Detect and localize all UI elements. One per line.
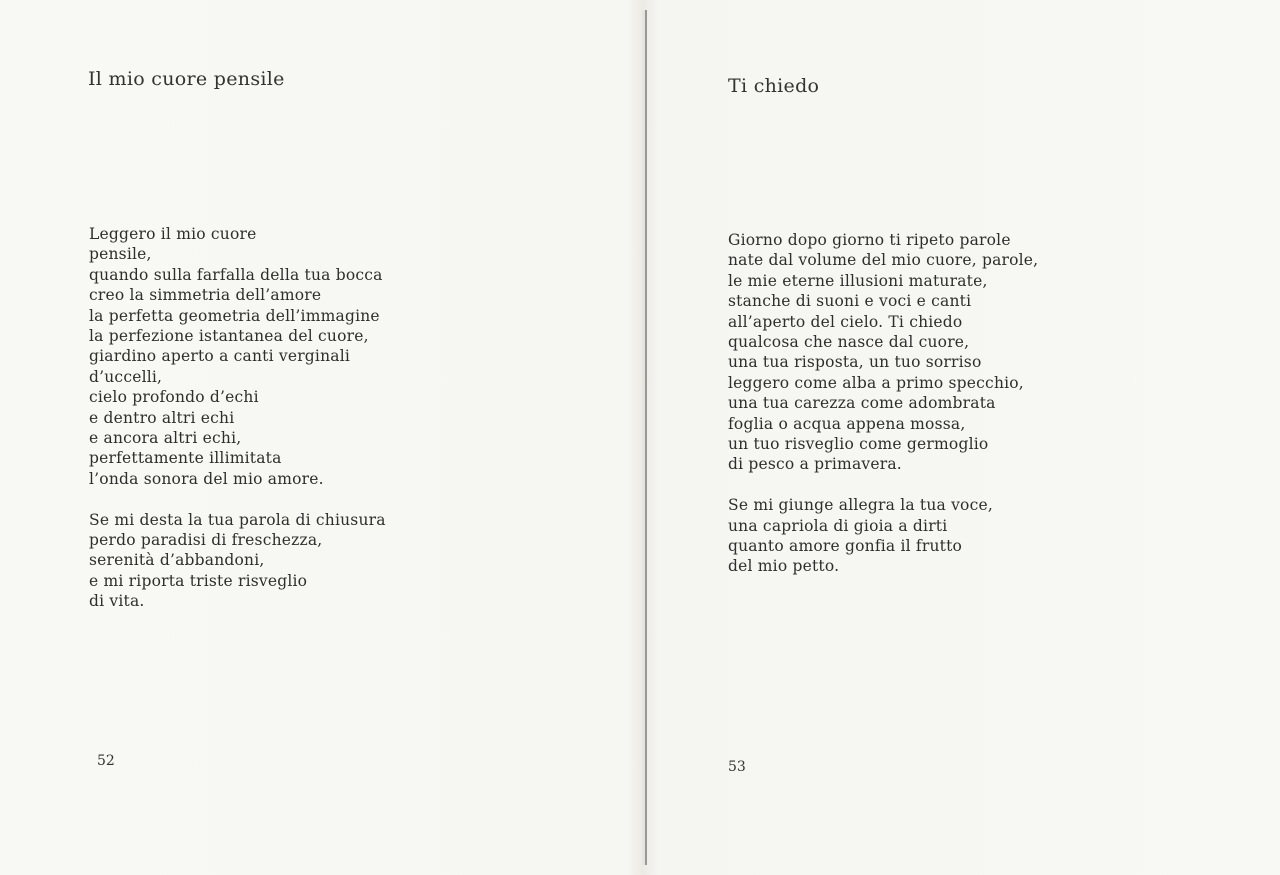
poem-line: Se mi giunge allegra la tua voce, xyxy=(728,496,993,515)
poem-line: quanto amore gonfia il frutto xyxy=(728,537,963,556)
poem-line: Se mi desta la tua parola di chiusura xyxy=(89,510,386,529)
page-number: 53 xyxy=(728,759,746,775)
poem-line: perfettamente illimitata xyxy=(89,449,282,468)
page-number: 52 xyxy=(97,753,115,769)
poem-line: d’uccelli, xyxy=(89,367,163,386)
poem-line: del mio petto. xyxy=(728,557,840,576)
poem-line: la perfezione istantanea del cuore, xyxy=(89,327,369,346)
poem-line: una tua risposta, un tuo sorriso xyxy=(728,353,982,372)
poem-line: di vita. xyxy=(89,592,145,611)
stanza xyxy=(89,510,386,612)
poem-line: leggero come alba a primo specchio, xyxy=(728,373,1024,392)
poem-line: e dentro altri echi xyxy=(89,408,235,427)
poem-line: nate dal volume del mio cuore, parole, xyxy=(728,251,1039,270)
poem-line: all’aperto del cielo. Ti chiedo xyxy=(728,312,963,331)
poem-line: l’onda sonora del mio amore. xyxy=(89,469,324,488)
poem-line: le mie eterne illusioni maturate, xyxy=(728,271,988,290)
poem-line: Leggero il mio cuore xyxy=(89,225,257,243)
poem-line: una capriola di gioia a dirti xyxy=(728,516,948,535)
poem-line: una tua carezza come adombrata xyxy=(728,394,996,413)
poem-line: creo la simmetria dell’amore xyxy=(89,286,322,305)
book-gutter xyxy=(645,10,647,865)
poem-title: Ti chiedo xyxy=(728,75,820,97)
stanza xyxy=(89,224,386,489)
poem-line: di pesco a primavera. xyxy=(728,455,902,474)
poem-line: cielo profondo d’echi xyxy=(89,388,259,407)
poem-title: Il mio cuore pensile xyxy=(88,68,285,90)
stanza xyxy=(728,495,1038,577)
poem-line: un tuo risveglio come germoglio xyxy=(728,435,989,454)
poem-line: e mi riporta triste risveglio xyxy=(89,571,308,590)
right-page xyxy=(650,0,1280,875)
poem-line: giardino aperto a canti verginali xyxy=(89,347,351,366)
poem-line: perdo paradisi di freschezza, xyxy=(89,531,323,550)
poem-line: e ancora altri echi, xyxy=(89,429,242,448)
poem-line: foglia o acqua appena mossa, xyxy=(728,414,966,433)
stanza xyxy=(728,230,1038,475)
poem-line: pensile, xyxy=(89,245,152,264)
poem-line: la perfetta geometria dell’immagine xyxy=(89,306,380,325)
poem-line: Giorno dopo giorno ti ripeto parole xyxy=(728,231,1011,249)
poem-body xyxy=(89,224,386,612)
poem-body xyxy=(728,230,1038,577)
poem-line: stanche di suoni e voci e canti xyxy=(728,292,972,311)
poem-line: qualcosa che nasce dal cuore, xyxy=(728,333,970,352)
poem-line: serenità d’abbandoni, xyxy=(89,551,265,570)
poem-line: quando sulla farfalla della tua bocca xyxy=(89,265,383,284)
